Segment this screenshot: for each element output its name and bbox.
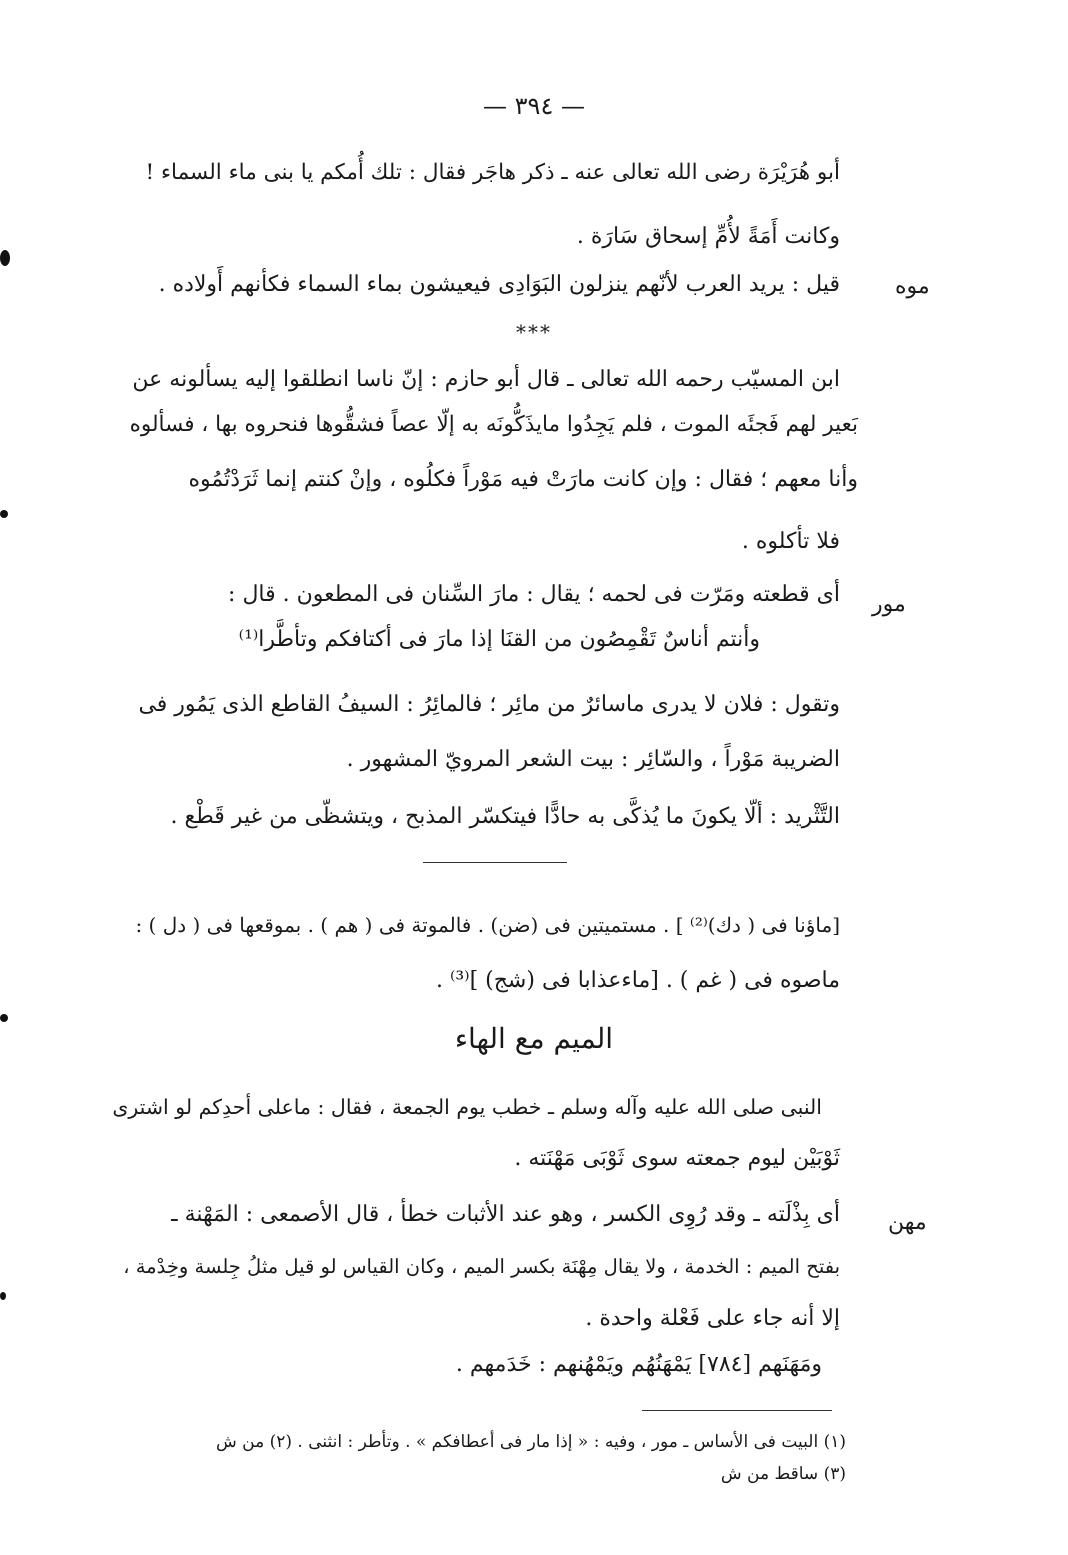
paragraph-cross-references [120,910,840,993]
paragraph-abu-hurayra [140,158,840,249]
text-line: النبى صلى الله عليه وآله وسلم ـ خطب يوم الجمعة ، فقال : ماعلى أحدِكم لو اشترى [112,1095,822,1119]
scan-edge-mark [0,510,8,518]
text-line: ثَوْبَيْن ليوم جمعته سوى ثَوْبَى مَهْنَته . [514,1146,840,1171]
text-line: وكانت أَمَةً لأُمِّ إسحاق سَارَة . [576,224,840,249]
chapter-heading: الميم مع الهاء [454,1022,614,1055]
text-line: ومَهَنَهم [٧٨٤] يَمْهَنُهُم ويَمْهُنهم : خَدَمهم . [455,1352,822,1377]
paragraph-mawr [120,580,840,840]
scan-edge-mark [0,1292,6,1300]
text-line: فلا تأكلوه . [741,529,840,554]
text-line: أى قطعته ومَرّت فى لحمه ؛ يقال : مارَ السِّنان فى المطعون . قال : [228,582,840,607]
text-line: وأنا معهم ؛ فقال : وإن كانت مارَتْ فيه مَوْراً فكلُوه ، وإنْ كنتم إنما ثَرَدْتُمُوه [188,467,858,492]
scan-edge-mark [0,1014,8,1022]
text-line: الضريبة مَوْراً ، والسّائِر : بيت الشعر المرويّ المشهور . [346,747,840,772]
paragraph-mahn [120,1200,840,1400]
margin-root-word: مهن [888,1210,927,1235]
text-line: أبو هُرَيْرَة رضى الله تعالى عنه ـ ذكر هاجَر فقال : تلك أُمكم يا بنى ماء السماء ! [145,160,840,185]
paragraph-mawh [140,270,840,304]
text-line: أى بِذْلَته ـ وقد رُوِى الكسر ، وهو عند الأثبات خطأ ، قال الأصمعى : المَهْنة ـ [171,1202,840,1227]
scan-edge-mark [0,250,10,266]
page-number: — ٣٩٤ — [483,92,585,120]
margin-root-word: موه [895,274,930,299]
text-line: [ماؤنا فى ( دك)⁽²⁾ ] . مستميتين فى (ضن) . فالموتة فى ( هم ) . بموقعها فى ( دل ) : [135,913,840,937]
text-line: بَعير لهم فَجئَه الموت ، فلم يَجِدُوا مايذَكُّونَه به إلّا عصاً فشقُّوها فنحروه بها ، فسألوه [129,412,858,437]
text-line: بفتح الميم : الخدمة ، ولا يقال مِهْنَة بكسر الميم ، وكان القياس لو قيل مثلُ جِلسة وخِدْمة ، [123,1255,840,1278]
footnote-line: (١) البيت فى الأساس ـ مور ، وفيه : « إذا مار فى أعطافكم » . وتأطر : انثنى . (٢) من ش [215,1432,846,1452]
margin-root-word: مور [872,592,906,617]
footnote-line: (٣) ساقط من ش [720,1464,846,1484]
paragraph-ibn-musayyib [128,365,858,565]
footnote-rule [642,1410,832,1411]
paragraph-prophet-hadith [112,1092,840,1172]
asterisk-separator: *** [516,320,552,344]
text-line: ماصوه فى ( غم ) . [ماءعذابا فى (شج) ]⁽³⁾ . [435,968,840,993]
text-line: إلا أنه جاء على فَعْلة واحدة . [585,1306,840,1331]
text-line: وتقول : فلان لا يدرى ماسائرٌ من مائِر ؛ فالمائِرُ : السيفُ القاطع الذى يَمُور فى [138,692,840,717]
text-line: ابن المسيّب رحمه الله تعالى ـ قال أبو حازم : إنّ ناسا انطلقوا إليه يسألونه عن [132,367,840,392]
text-line: قيل : يريد العرب لأنّهم ينزلون البَوَادِى فيعيشون بماء السماء فكأنهم أَولاده . [158,272,840,297]
verse-line: وأنتم أناسٌ تَقْمِصُون من القنَا إذا مارَ فى أكتافكم وتأطَّرا⁽¹⁾ [238,627,760,652]
text-line: التَّثْريد : ألّا يكونَ ما يُذكَّى به حادًّا فيتكسّر المذبح ، ويتشظّى من غير قَطْع . [170,804,840,829]
section-divider [423,862,567,863]
